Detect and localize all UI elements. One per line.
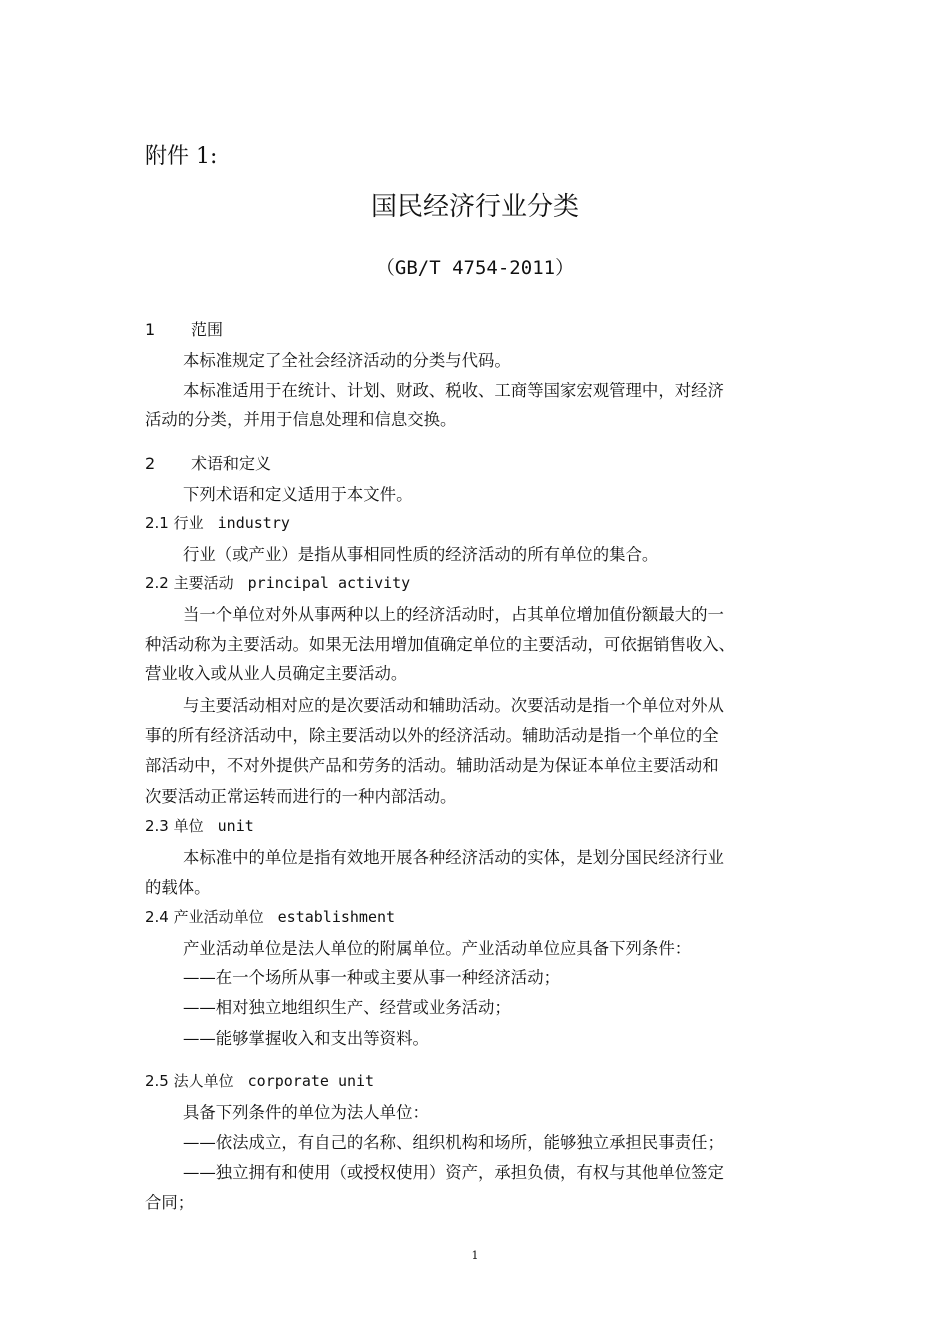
paragraph-line: 本标准适用于在统计、计划、财政、税收、工商等国家宏观管理中，对经济 [183, 381, 724, 400]
section-number: 1 [145, 320, 156, 339]
paragraph-line: 具备下列条件的单位为法人单位： [183, 1103, 429, 1122]
list-item: ——依法成立，有自己的名称、组织机构和场所，能够独立承担民事责任； [183, 1133, 724, 1152]
term-english: corporate unit [247, 1072, 375, 1090]
paragraph-line: 的载体。 [145, 878, 211, 897]
page-number: 1 [471, 1249, 479, 1262]
section-1-heading [145, 317, 223, 340]
paragraph-line: 种活动称为主要活动。如果无法用增加值确定单位的主要活动，可依据销售收入、 [145, 635, 736, 654]
subsection-2-2-heading [145, 572, 410, 593]
term: 行业 [173, 514, 204, 532]
subsection-2-1-heading [145, 512, 290, 533]
subsection-2-4-heading [145, 906, 395, 927]
paragraph-line: 活动的分类，并用于信息处理和信息交换。 [145, 410, 457, 429]
paragraph-line: 下列术语和定义适用于本文件。 [183, 485, 413, 504]
paragraph-line: 次要活动正常运转而进行的一种内部活动。 [145, 787, 457, 806]
paragraph-line: 合同； [145, 1193, 195, 1212]
term: 产业活动单位 [173, 908, 264, 926]
term: 主要活动 [173, 574, 234, 592]
term: 法人单位 [173, 1072, 234, 1090]
subsection-2-5-heading [145, 1070, 374, 1091]
subsection-number: 2.5 [145, 1072, 169, 1090]
list-item: ——相对独立地组织生产、经营或业务活动； [183, 998, 511, 1017]
term-english: principal activity [247, 574, 411, 592]
subsection-2-3-heading [145, 815, 254, 836]
section-number: 2 [145, 454, 156, 473]
list-item: ——独立拥有和使用（或授权使用）资产，承担负债，有权与其他单位签定 [183, 1163, 724, 1182]
subsection-number: 2.3 [145, 817, 169, 835]
section-2-heading [145, 451, 271, 474]
list-item: ——能够掌握收入和支出等资料。 [183, 1029, 429, 1048]
paragraph-line: 部活动中，不对外提供产品和劳务的活动。辅助活动是为保证本单位主要活动和 [145, 756, 719, 775]
subsection-number: 2.4 [145, 908, 169, 926]
term-english: unit [217, 817, 254, 835]
term-english: establishment [277, 908, 396, 926]
list-item: ——在一个场所从事一种或主要从事一种经济活动； [183, 968, 560, 987]
section-title: 范围 [191, 320, 224, 339]
paragraph-line: 营业收入或从业人员确定主要活动。 [145, 664, 408, 683]
paragraph-line: 本标准中的单位是指有效地开展各种经济活动的实体，是划分国民经济行业 [183, 848, 724, 867]
document-title: 国民经济行业分类 [370, 192, 579, 222]
subsection-number: 2.1 [145, 514, 169, 532]
paragraph-line: 与主要活动相对应的是次要活动和辅助活动。次要活动是指一个单位对外从 [183, 696, 724, 715]
term-english: industry [217, 514, 290, 532]
paragraph-line: 当一个单位对外从事两种以上的经济活动时，占其单位增加值份额最大的一 [183, 605, 724, 624]
paragraph-line: 产业活动单位是法人单位的附属单位。产业活动单位应具备下列条件： [183, 939, 692, 958]
standard-code: （GB/T 4754-2011） [375, 257, 575, 279]
subsection-number: 2.2 [145, 574, 169, 592]
paragraph-line: 本标准规定了全社会经济活动的分类与代码。 [183, 351, 511, 370]
attachment-label: 附件 1: [145, 144, 218, 169]
term: 单位 [173, 817, 204, 835]
section-title: 术语和定义 [191, 454, 272, 473]
paragraph-line: 事的所有经济活动中，除主要活动以外的经济活动。辅助活动是指一个单位的全 [145, 726, 719, 745]
paragraph-line: 行业（或产业）是指从事相同性质的经济活动的所有单位的集合。 [183, 545, 659, 564]
